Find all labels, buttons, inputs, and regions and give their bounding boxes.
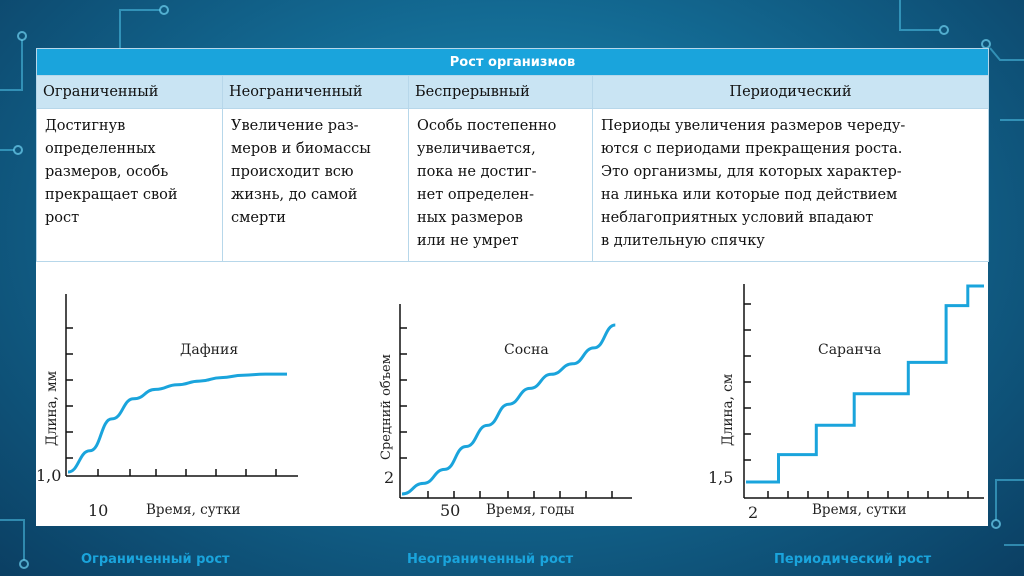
- column-header-periodic: Периодический: [593, 76, 989, 109]
- chart-title: Дафния: [180, 342, 239, 358]
- y-tick-label: 1,0: [36, 466, 62, 485]
- x-axis-label: Время, сутки: [146, 502, 241, 518]
- chart-title: Сосна: [504, 342, 549, 358]
- cell-unlimited: Увеличение раз- меров и биомассы происходит всю жизнь, до самой смерти: [231, 118, 371, 226]
- y-axis-label: Длина, мм: [44, 370, 60, 446]
- growth-curve: [746, 286, 984, 482]
- y-axis-label: Длина, см: [720, 373, 736, 446]
- y-axis-label: Средний объем: [379, 354, 394, 460]
- chart-caption: Ограниченный рост: [81, 552, 230, 567]
- cell-limited: Достигнув определенных размеров, особь прекращает свой рост: [45, 118, 178, 226]
- x-tick-label: 10: [88, 501, 109, 520]
- cell-periodic: Периоды увеличения размеров череду- ются с периодами прекращения роста. Это организмы, для которых характер- на линька или которые под действием неблагоприятных условий впадают в длительную спячку: [601, 118, 906, 249]
- x-axis-label: Время, сутки: [812, 502, 907, 518]
- chart-caption: Периодический рост: [774, 552, 932, 567]
- chart-caption: Неограниченный рост: [407, 552, 574, 567]
- chart-locust: [708, 284, 984, 567]
- column-header-continuous: Беспрерывный: [409, 76, 593, 109]
- growth-table: [36, 48, 989, 262]
- growth-charts: [36, 274, 988, 567]
- table-title: Рост организмов: [37, 49, 989, 76]
- growth-curve: [68, 374, 287, 472]
- x-tick-label: 50: [440, 501, 461, 520]
- y-tick-label: 1,5: [708, 468, 734, 487]
- column-header-unlimited: Неограниченный: [223, 76, 409, 109]
- y-tick-label: 2: [384, 468, 395, 487]
- cell-continuous: Особь постепенно увеличивается, пока не достиг- нет определен- ных размеров или не умрет: [417, 118, 557, 249]
- slide-content: [36, 48, 988, 567]
- x-tick-label: 2: [748, 503, 759, 522]
- chart-title: Саранча: [818, 342, 882, 358]
- x-axis-label: Время, годы: [486, 502, 575, 518]
- column-header-limited: Ограниченный: [37, 76, 223, 109]
